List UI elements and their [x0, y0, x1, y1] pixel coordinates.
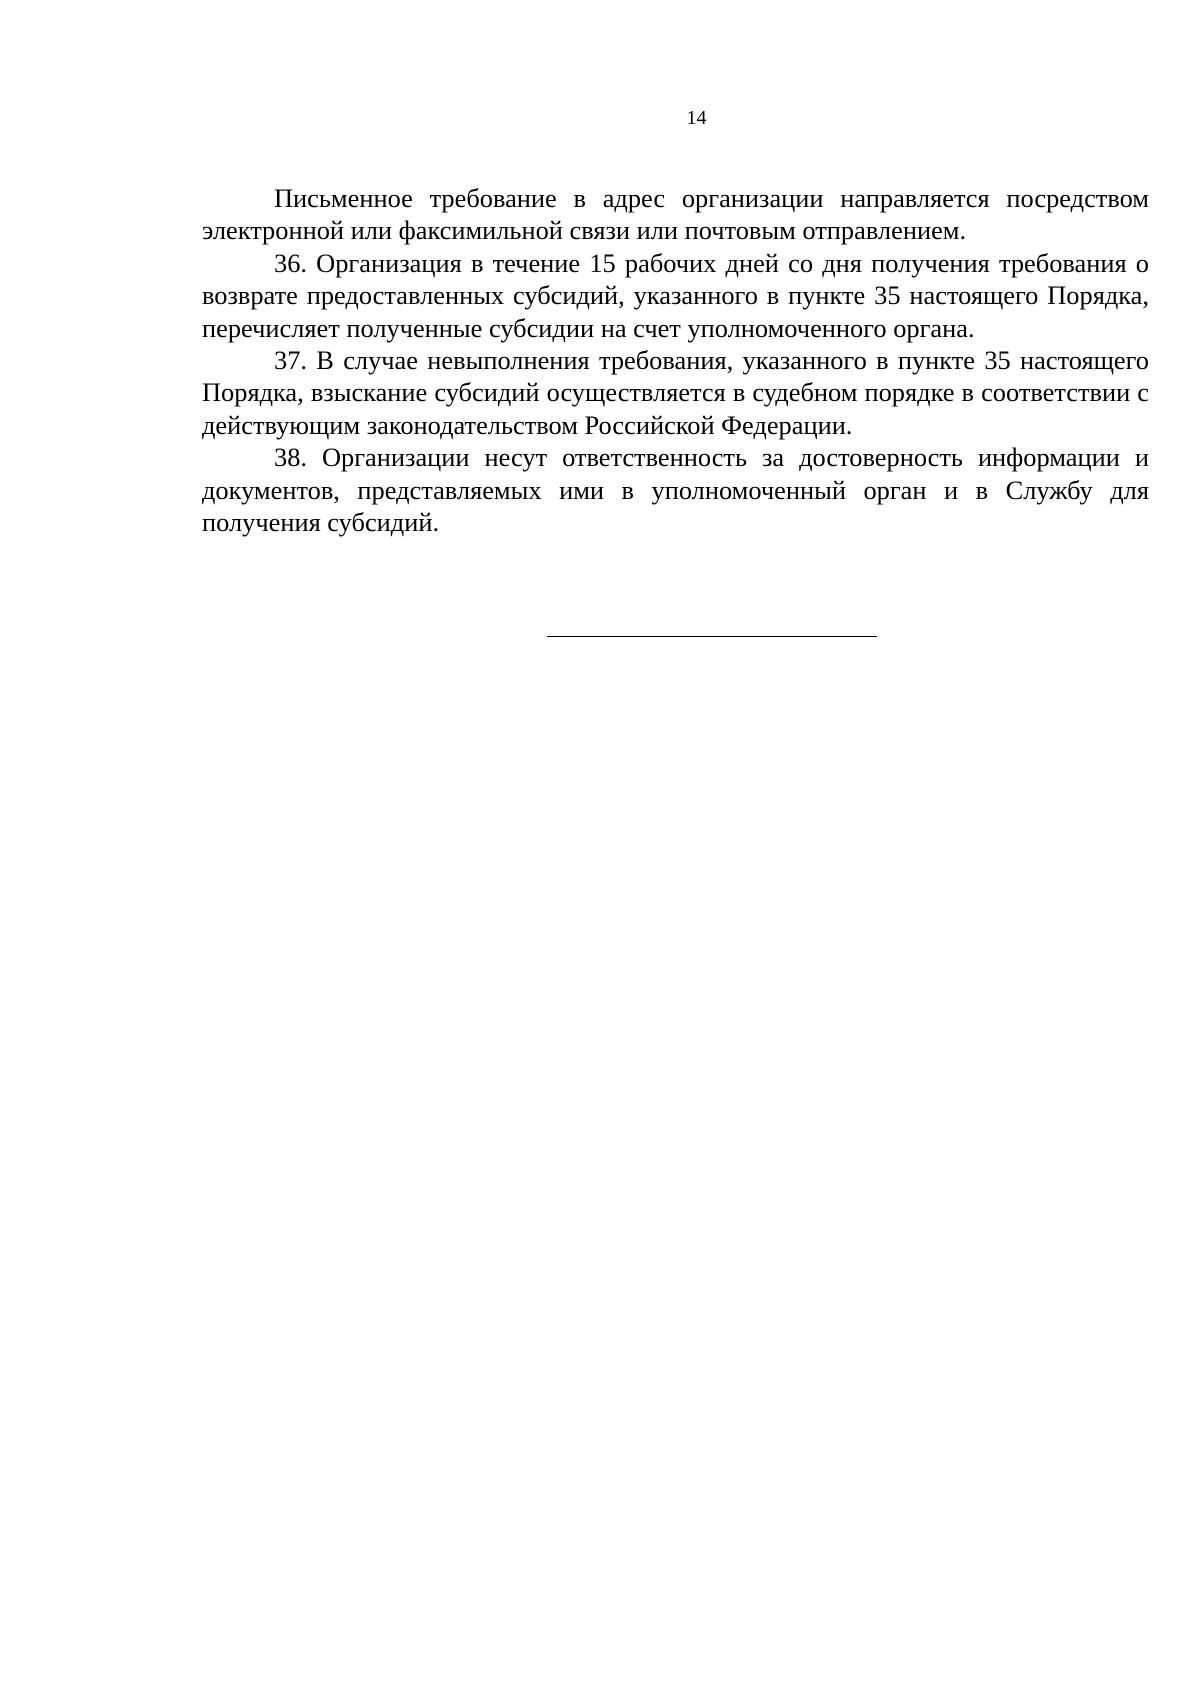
end-of-document-divider [547, 636, 877, 637]
document-body [202, 182, 1149, 538]
paragraph-item-36: 36. Организация в течение 15 рабочих дней со дня получения требования о возврате предоставленных субсидий, указанного в пункте 35 настоящего Порядка, перечисляет полученные субсидии на счет уполномоченного органа. [202, 247, 1149, 343]
paragraph-item-37: 37. В случае невыполнения требования, указанного в пункте 35 настоящего Порядка, взыскание субсидий осуществляется в судебном порядке в соответствии с действующим законодательством Российской Федерации. [202, 345, 1149, 440]
page-number: 14 [686, 107, 707, 129]
paragraph-written-demand: Письменное требование в адрес организации направляется посредством электронной или факсимильной связи или почтовым отправлением. [202, 183, 1149, 246]
paragraph-item-38: 38. Организации несут ответственность за достоверность информации и документов, представляемых ими в уполномоченный орган и в Службу для получения субсидий. [202, 442, 1149, 538]
